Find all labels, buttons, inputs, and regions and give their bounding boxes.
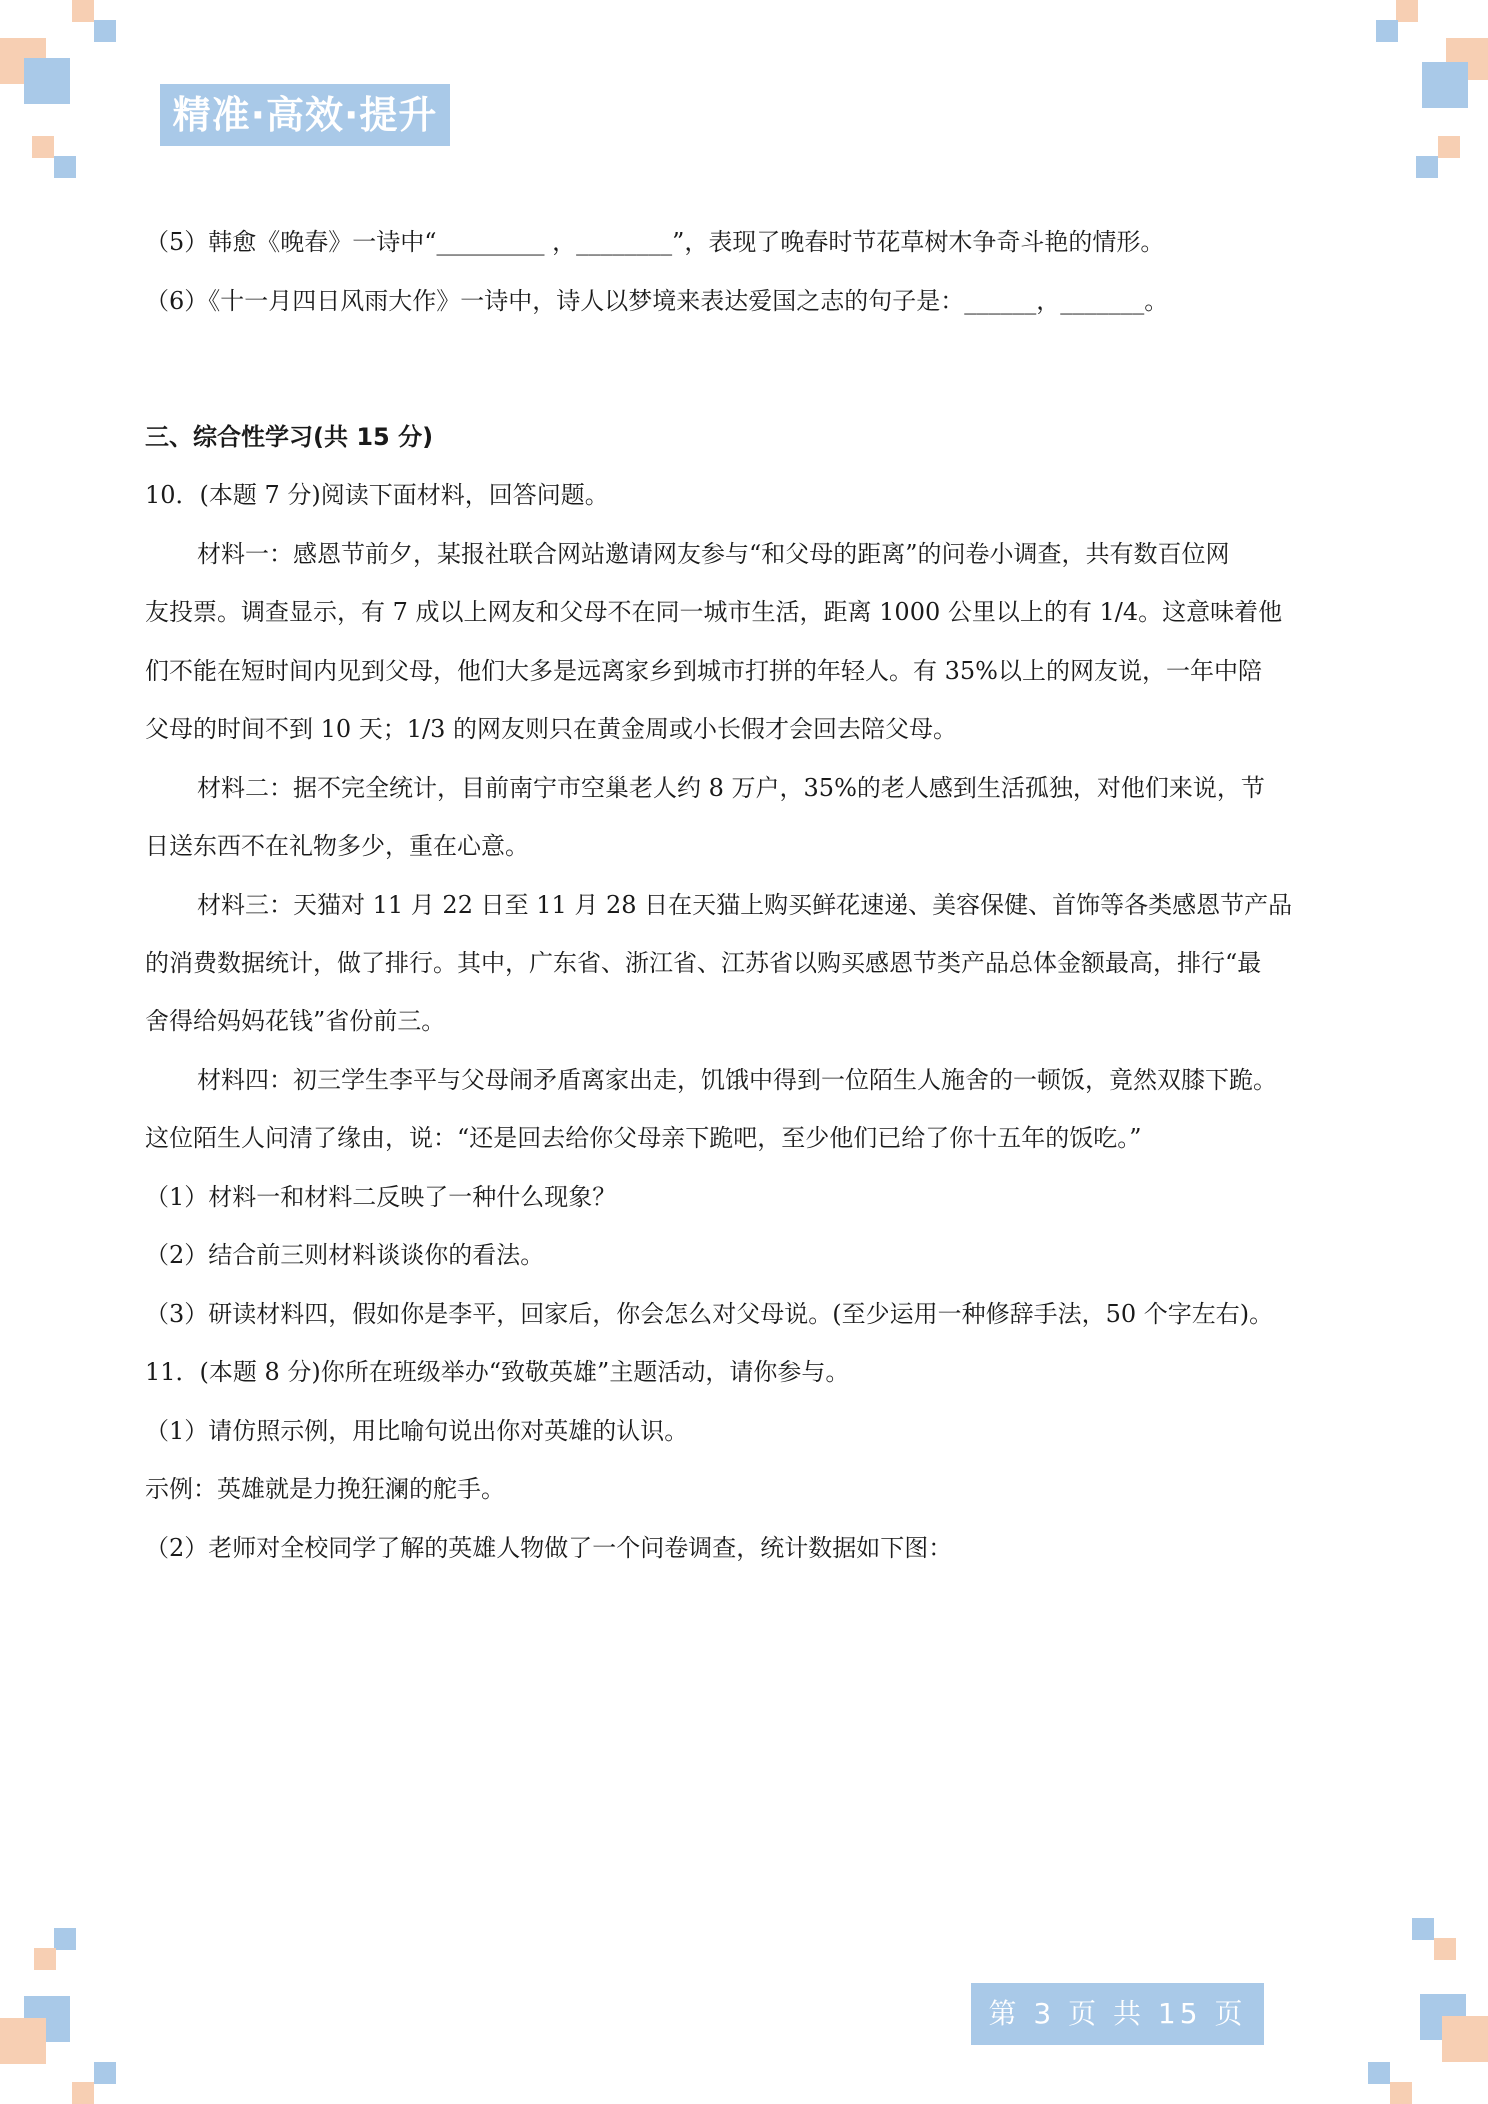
section-title: 三、综合性学习(共 15 分) <box>145 423 434 451</box>
page-number: 第 3 页 共 15 页 <box>971 1983 1264 2045</box>
material-3-line: 舍得给妈妈花钱”省份前三。 <box>145 1007 446 1035</box>
question-10-sub-3: （3）研读材料四，假如你是李平，回家后，你会怎么对父母说。(至少运用一种修辞手法，50 个字左右)。 <box>145 1300 1274 1328</box>
material-4-line: 材料四：初三学生李平与父母闹矛盾离家出走，饥饿中得到一位陌生人施舍的一顿饭，竟然双膝下跪。 <box>197 1066 1277 1094</box>
question-11-example: 示例：英雄就是力挽狂澜的舵手。 <box>145 1475 505 1503</box>
question-5: （5）韩愈《晚春》一诗中“_________ ，________”，表现了晚春时节花草树木争奇斗艳的情形。 <box>145 228 1165 256</box>
material-1-line: 们不能在短时间内见到父母，他们大多是远离家乡到城市打拼的年轻人。有 35%以上的网友说，一年中陪 <box>145 657 1262 685</box>
question-6: （6）《十一月四日风雨大作》一诗中，诗人以梦境来表达爱国之志的句子是：______，_______。 <box>145 287 1169 315</box>
material-3-line: 材料三：天猫对 11 月 22 日至 11 月 28 日在天猫上购买鲜花速递、美容保健、首饰等各类感恩节产品 <box>197 891 1293 919</box>
question-10-sub-1: （1）材料一和材料二反映了一种什么现象？ <box>145 1183 617 1211</box>
material-2-line: 日送东西不在礼物多少，重在心意。 <box>145 832 529 860</box>
question-11-sub-2: （2）老师对全校同学了解的英雄人物做了一个问卷调查，统计数据如下图： <box>145 1534 953 1562</box>
material-4-line: 这位陌生人问清了缘由，说：“还是回去给你父母亲下跪吧，至少他们已给了你十五年的饭吃。” <box>145 1124 1142 1152</box>
material-1-line: 材料一：感恩节前夕，某报社联合网站邀请网友参与“和父母的距离”的问卷小调查，共有数百位网 <box>197 540 1230 568</box>
question-11-intro: 11．(本题 8 分)你所在班级举办“致敬英雄”主题活动，请你参与。 <box>145 1358 850 1386</box>
question-10-sub-2: （2）结合前三则材料谈谈你的看法。 <box>145 1241 545 1269</box>
question-11-sub-1: （1）请仿照示例，用比喻句说出你对英雄的认识。 <box>145 1417 689 1445</box>
material-3-line: 的消费数据统计，做了排行。其中，广东省、浙江省、江苏省以购买感恩节类产品总体金额最高，排行“最 <box>145 949 1262 977</box>
material-2-line: 材料二：据不完全统计，目前南宁市空巢老人约 8 万户，35%的老人感到生活孤独，对他们来说，节 <box>197 774 1265 802</box>
material-1-line: 友投票。调查显示，有 7 成以上网友和父母不在同一城市生活，距离 1000 公里以上的有 1/4。这意味着他 <box>145 598 1283 626</box>
brand-banner: 精准·高效·提升 <box>160 84 450 146</box>
question-10-intro: 10．(本题 7 分)阅读下面材料，回答问题。 <box>145 481 609 509</box>
material-1-line: 父母的时间不到 10 天；1/3 的网友则只在黄金周或小长假才会回去陪父母。 <box>145 715 958 743</box>
